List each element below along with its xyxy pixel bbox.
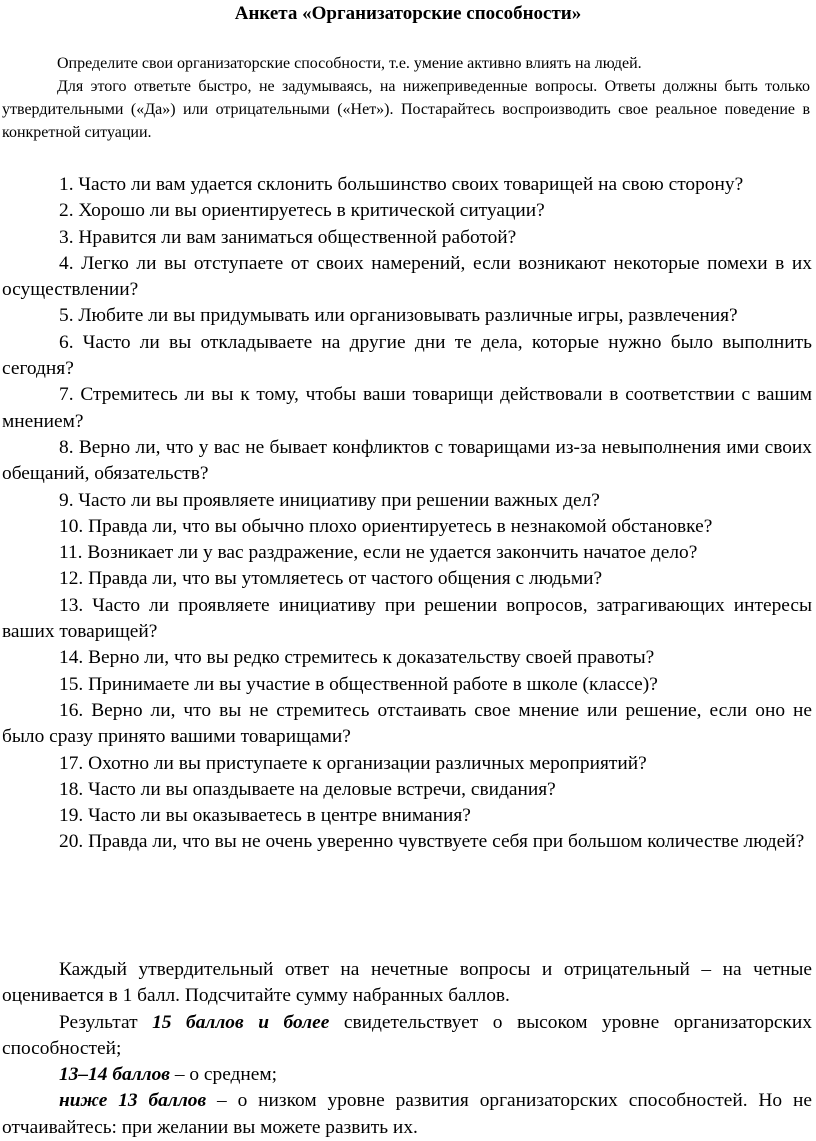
score-medium	[2, 1062, 812, 1088]
question-item: 18. Часто ли вы опаздываете на деловые встречи, свидания?	[59, 778, 556, 800]
question-item: 16. Верно ли, что вы не стремитесь отстаивать свое мнение или решение, если оно не было сразу принято вашими товарищами?	[2, 699, 812, 748]
instructions	[2, 52, 810, 144]
question-item: 6. Часто ли вы откладываете на другие дни те дела, которые нужно было выполнить сегодня?	[2, 331, 812, 380]
question-item: 3. Нравится ли вам заниматься общественной работой?	[59, 226, 517, 248]
question-item: 9. Часто ли вы проявляете инициативу при решении важных дел?	[59, 489, 600, 511]
question-list	[2, 172, 812, 856]
question-item: 1. Часто ли вам удается склонить большинство своих товарищей на свою сторону?	[59, 174, 744, 195]
score-low-range: ниже 13 баллов	[59, 1090, 207, 1112]
page-title: Анкета «Организаторские способности»	[234, 3, 582, 24]
question-item: 10. Правда ли, что вы обычно плохо ориентируетесь в незнакомой обстановке?	[59, 515, 713, 537]
question-item: 15. Принимаете ли вы участие в общественной работе в школе (классе)?	[59, 673, 658, 695]
question-item: 12. Правда ли, что вы утомляетесь от частого общения с людьми?	[59, 568, 603, 590]
question-item: 20. Правда ли, что вы не очень уверенно чувствуете себя при большом количестве людей?	[59, 831, 805, 853]
question-item: 7. Стремитесь ли вы к тому, чтобы ваши товарищи действовали в соответствии с вашим мнением?	[2, 384, 812, 432]
score-high-prefix: Результат	[59, 1011, 153, 1033]
question-item: 17. Охотно ли вы приступаете к организации различных мероприятий?	[59, 752, 647, 774]
score-high	[2, 1010, 812, 1063]
scoring-rule: Каждый утвердительный ответ на нечетные вопросы и отрицательный – на четные оценивается в 1 балл. Подсчитайте сумму набранных баллов.	[2, 959, 812, 1007]
instructions-line-2: Для этого ответьте быстро, не задумываясь, на нижеприведенные вопросы. Ответы должны быть только утвердительными («Да») или отрицательными («Нет»). Постарайтесь воспроизводить свое реальное поведение в конкретной ситуации.	[2, 78, 810, 141]
question-item: 19. Часто ли вы оказываетесь в центре внимания?	[59, 805, 471, 827]
question-item: 14. Верно ли, что вы редко стремитесь к доказательству своей правоты?	[59, 647, 655, 669]
question-item: 13. Часто ли проявляете инициативу при решении вопросов, затрагивающих интересы ваших товарищей?	[2, 594, 812, 643]
question-item: 4. Легко ли вы отступаете от своих намерений, если возникают некоторые помехи в их осуществлении?	[2, 252, 812, 301]
score-medium-text: – о среднем;	[169, 1064, 278, 1086]
question-item: 2. Хорошо ли вы ориентируетесь в критической ситуации?	[59, 200, 545, 222]
question-item: 11. Возникает ли у вас раздражение, если не удается закончить начатое дело?	[59, 542, 698, 564]
instructions-line-1: Определите свои организаторские способности, т.е. умение активно влиять на людей.	[57, 55, 642, 72]
score-high-text: свидетельствует о высоком уровне организаторских способностей;	[2, 1011, 812, 1059]
score-high-range: 15 баллов и более	[152, 1011, 330, 1033]
question-item: 8. Верно ли, что у вас не бывает конфликтов с товарищами из-за невыполнения ими своих обещаний, обязательств?	[2, 436, 812, 485]
question-item: 5. Любите ли вы придумывать или организовывать различные игры, развлечения?	[59, 305, 738, 327]
score-low	[2, 1088, 812, 1141]
score-low-text: – о низком уровне развития организаторских способностей. Но не отчаивайтесь: при желании вы можете развить их.	[2, 1090, 812, 1138]
score-medium-range: 13–14 баллов	[59, 1064, 170, 1086]
scoring-section	[2, 957, 812, 1141]
